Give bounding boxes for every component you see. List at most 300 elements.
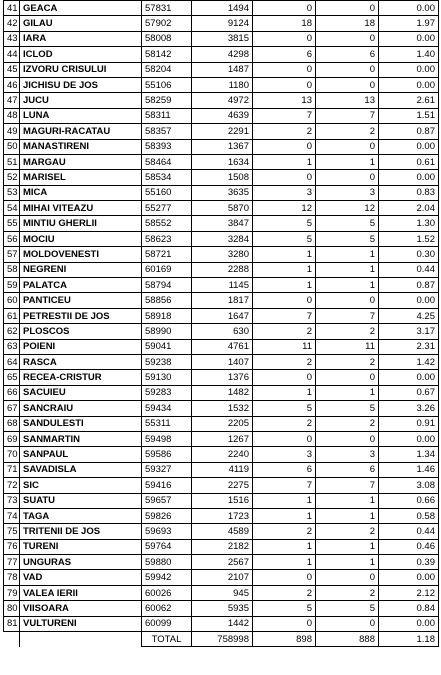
value-b-cell: 2 [316,585,379,600]
row-index-cell: 72 [4,478,20,493]
table-row [4,108,439,123]
ratio-cell: 0.44 [379,524,439,539]
locality-name-cell: MANASTIRENI [20,139,142,154]
locality-code-cell: 59826 [142,508,192,523]
row-index-cell: 75 [4,524,20,539]
locality-code-cell: 60062 [142,601,192,616]
value-b-cell: 0 [316,431,379,446]
table-row [4,278,439,293]
value-b-cell: 2 [316,354,379,369]
locality-name-cell: ICLOD [20,47,142,62]
value-b-cell: 6 [316,47,379,62]
row-index-cell: 44 [4,47,20,62]
locality-name-cell: JUCU [20,93,142,108]
table-row [4,354,439,369]
table-row [4,447,439,462]
locality-code-cell: 58311 [142,108,192,123]
population-cell: 3847 [192,216,253,231]
locality-name-cell: TURENI [20,539,142,554]
value-b-cell: 5 [316,216,379,231]
locality-code-cell: 57902 [142,16,192,31]
population-cell: 5935 [192,601,253,616]
value-b-cell: 0 [316,1,379,16]
table-row [4,324,439,339]
population-cell: 1634 [192,154,253,169]
population-cell: 1482 [192,385,253,400]
ratio-cell: 0.83 [379,185,439,200]
row-index-cell: 49 [4,124,20,139]
value-b-cell: 1 [316,154,379,169]
table-row [4,93,439,108]
locality-name-cell: VAD [20,570,142,585]
table-row [4,339,439,354]
locality-name-cell: PALATCA [20,278,142,293]
row-index-cell: 41 [4,1,20,16]
locality-code-cell: 59764 [142,539,192,554]
ratio-cell: 2.31 [379,339,439,354]
table-row [4,555,439,570]
value-a-cell: 7 [253,108,316,123]
population-cell: 1180 [192,77,253,92]
table-row [4,47,439,62]
locality-name-cell: SANDULESTI [20,416,142,431]
value-a-cell: 2 [253,416,316,431]
table-row [4,493,439,508]
ratio-cell: 0.00 [379,31,439,46]
locality-name-cell: TRITENII DE JOS [20,524,142,539]
population-cell: 3815 [192,31,253,46]
row-index-cell: 56 [4,231,20,246]
row-index-cell: 68 [4,416,20,431]
locality-code-cell: 59327 [142,462,192,477]
population-cell: 1532 [192,401,253,416]
row-index-cell: 79 [4,585,20,600]
value-a-cell: 2 [253,585,316,600]
row-index-cell: 52 [4,170,20,185]
locality-name-cell: SIC [20,478,142,493]
locality-name-cell: RASCA [20,354,142,369]
locality-code-cell: 59283 [142,385,192,400]
population-cell: 1494 [192,1,253,16]
value-b-cell: 0 [316,370,379,385]
ratio-cell: 1.34 [379,447,439,462]
ratio-cell: 0.00 [379,139,439,154]
ratio-cell: 2.04 [379,201,439,216]
row-index-cell: 74 [4,508,20,523]
value-a-cell: 0 [253,616,316,631]
population-cell: 1376 [192,370,253,385]
population-cell: 630 [192,324,253,339]
ratio-cell: 3.26 [379,401,439,416]
row-index-cell: 73 [4,493,20,508]
ratio-cell: 0.87 [379,124,439,139]
row-index-cell: 81 [4,616,20,631]
population-cell: 2291 [192,124,253,139]
locality-name-cell: SANMARTIN [20,431,142,446]
locality-code-cell: 58204 [142,62,192,77]
table-row [4,247,439,262]
locality-name-cell: SAVADISLA [20,462,142,477]
value-a-cell: 3 [253,185,316,200]
population-cell: 1367 [192,139,253,154]
ratio-cell: 0.46 [379,539,439,554]
population-cell: 1145 [192,278,253,293]
table-row [4,262,439,277]
population-cell: 4298 [192,47,253,62]
value-b-cell: 1 [316,385,379,400]
locality-code-cell: 60099 [142,616,192,631]
population-cell: 3284 [192,231,253,246]
value-b-cell: 1 [316,493,379,508]
population-cell: 1817 [192,293,253,308]
ratio-cell: 0.00 [379,616,439,631]
value-a-cell: 12 [253,201,316,216]
ratio-cell: 0.91 [379,416,439,431]
locality-code-cell: 59942 [142,570,192,585]
value-b-cell: 7 [316,478,379,493]
population-cell: 3280 [192,247,253,262]
value-a-cell: 1 [253,247,316,262]
table-row [4,1,439,16]
row-index-cell: 54 [4,201,20,216]
table-row [4,524,439,539]
locality-name-cell: SUATU [20,493,142,508]
value-a-cell: 1 [253,385,316,400]
locality-name-cell: GEACA [20,1,142,16]
row-index-cell: 58 [4,262,20,277]
total-blank-index [4,632,20,647]
locality-code-cell: 58357 [142,124,192,139]
total-ratio: 1.18 [379,632,439,647]
locality-name-cell: MINTIU GHERLII [20,216,142,231]
value-b-cell: 11 [316,339,379,354]
value-b-cell: 7 [316,308,379,323]
ratio-cell: 0.00 [379,77,439,92]
value-b-cell: 5 [316,401,379,416]
value-a-cell: 1 [253,493,316,508]
locality-code-cell: 59130 [142,370,192,385]
locality-name-cell: MAGURI-RACATAU [20,124,142,139]
row-index-cell: 78 [4,570,20,585]
locality-code-cell: 55106 [142,77,192,92]
locality-code-cell: 57831 [142,1,192,16]
row-index-cell: 71 [4,462,20,477]
row-index-cell: 45 [4,62,20,77]
total-value-b: 888 [316,632,379,647]
row-index-cell: 63 [4,339,20,354]
locality-name-cell: SACUIEU [20,385,142,400]
table-row [4,370,439,385]
locality-code-cell: 59238 [142,354,192,369]
ratio-cell: 0.00 [379,1,439,16]
value-b-cell: 5 [316,231,379,246]
ratio-cell: 0.87 [379,278,439,293]
locality-name-cell: SANPAUL [20,447,142,462]
locality-name-cell: VIISOARA [20,601,142,616]
row-index-cell: 80 [4,601,20,616]
locality-name-cell: VALEA IERII [20,585,142,600]
ratio-cell: 1.97 [379,16,439,31]
row-index-cell: 76 [4,539,20,554]
total-row [4,632,439,647]
row-index-cell: 77 [4,555,20,570]
row-index-cell: 55 [4,216,20,231]
locality-name-cell: IARA [20,31,142,46]
table-row [4,478,439,493]
locality-code-cell: 58856 [142,293,192,308]
table-row [4,616,439,631]
table-row [4,139,439,154]
locality-name-cell: VULTURENI [20,616,142,631]
row-index-cell: 46 [4,77,20,92]
value-a-cell: 0 [253,570,316,585]
value-b-cell: 0 [316,170,379,185]
locality-name-cell: PLOSCOS [20,324,142,339]
locality-code-cell: 58552 [142,216,192,231]
value-a-cell: 2 [253,524,316,539]
value-a-cell: 0 [253,1,316,16]
population-cell: 1508 [192,170,253,185]
locality-name-cell: JICHISU DE JOS [20,77,142,92]
ratio-cell: 2.61 [379,93,439,108]
locality-name-cell: MICA [20,185,142,200]
row-index-cell: 47 [4,93,20,108]
row-index-cell: 70 [4,447,20,462]
table-row [4,170,439,185]
value-b-cell: 0 [316,139,379,154]
locality-code-cell: 59434 [142,401,192,416]
value-b-cell: 1 [316,508,379,523]
ratio-cell: 0.66 [379,493,439,508]
ratio-cell: 2.12 [379,585,439,600]
population-cell: 4119 [192,462,253,477]
row-index-cell: 66 [4,385,20,400]
value-b-cell: 1 [316,278,379,293]
ratio-cell: 0.84 [379,601,439,616]
value-a-cell: 0 [253,370,316,385]
ratio-cell: 0.44 [379,262,439,277]
locality-code-cell: 58721 [142,247,192,262]
value-b-cell: 0 [316,570,379,585]
locality-name-cell: PANTICEU [20,293,142,308]
value-a-cell: 7 [253,478,316,493]
value-a-cell: 5 [253,231,316,246]
locality-name-cell: MARGAU [20,154,142,169]
population-cell: 3635 [192,185,253,200]
table-row [4,401,439,416]
value-b-cell: 2 [316,416,379,431]
total-blank-name [20,632,142,647]
population-cell: 2205 [192,416,253,431]
locality-code-cell: 60169 [142,262,192,277]
ratio-cell: 0.39 [379,555,439,570]
table-row [4,462,439,477]
value-a-cell: 5 [253,601,316,616]
value-a-cell: 0 [253,77,316,92]
ratio-cell: 0.30 [379,247,439,262]
locality-name-cell: LUNA [20,108,142,123]
locality-name-cell: MOLDOVENESTI [20,247,142,262]
ratio-cell: 1.30 [379,216,439,231]
table-row [4,201,439,216]
value-a-cell: 3 [253,447,316,462]
value-a-cell: 0 [253,170,316,185]
population-cell: 9124 [192,16,253,31]
row-index-cell: 50 [4,139,20,154]
table-row [4,16,439,31]
value-a-cell: 5 [253,401,316,416]
ratio-cell: 1.52 [379,231,439,246]
value-a-cell: 2 [253,354,316,369]
table-row [4,416,439,431]
value-b-cell: 3 [316,447,379,462]
locality-name-cell: MIHAI VITEAZU [20,201,142,216]
row-index-cell: 53 [4,185,20,200]
value-a-cell: 1 [253,508,316,523]
locality-code-cell: 58990 [142,324,192,339]
locality-code-cell: 58534 [142,170,192,185]
table-row [4,216,439,231]
row-index-cell: 61 [4,308,20,323]
population-cell: 1487 [192,62,253,77]
table-row [4,77,439,92]
locality-name-cell: NEGRENI [20,262,142,277]
row-index-cell: 51 [4,154,20,169]
row-index-cell: 67 [4,401,20,416]
population-cell: 1516 [192,493,253,508]
locality-name-cell: MOCIU [20,231,142,246]
population-cell: 4639 [192,108,253,123]
table-row [4,539,439,554]
value-a-cell: 2 [253,324,316,339]
value-a-cell: 1 [253,555,316,570]
value-a-cell: 0 [253,31,316,46]
ratio-cell: 1.40 [379,47,439,62]
locality-name-cell: PETRESTII DE JOS [20,308,142,323]
locality-code-cell: 55160 [142,185,192,200]
value-a-cell: 2 [253,124,316,139]
ratio-cell: 1.51 [379,108,439,123]
ratio-cell: 4.25 [379,308,439,323]
row-index-cell: 57 [4,247,20,262]
value-b-cell: 18 [316,16,379,31]
row-index-cell: 64 [4,354,20,369]
locality-code-cell: 59880 [142,555,192,570]
row-index-cell: 60 [4,293,20,308]
locality-name-cell: UNGURAS [20,555,142,570]
value-a-cell: 18 [253,16,316,31]
total-value-a: 898 [253,632,316,647]
locality-name-cell: RECEA-CRISTUR [20,370,142,385]
locality-name-cell: POIENI [20,339,142,354]
locality-code-cell: 59693 [142,524,192,539]
population-cell: 2288 [192,262,253,277]
value-a-cell: 11 [253,339,316,354]
table-row [4,124,439,139]
value-b-cell: 1 [316,539,379,554]
locality-code-cell: 58008 [142,31,192,46]
value-a-cell: 1 [253,539,316,554]
value-b-cell: 3 [316,185,379,200]
row-index-cell: 43 [4,31,20,46]
value-b-cell: 0 [316,293,379,308]
value-a-cell: 0 [253,431,316,446]
row-index-cell: 48 [4,108,20,123]
locality-name-cell: IZVORU CRISULUI [20,62,142,77]
value-a-cell: 0 [253,293,316,308]
ratio-cell: 0.67 [379,385,439,400]
table-row [4,154,439,169]
value-b-cell: 12 [316,201,379,216]
table-row [4,385,439,400]
ratio-cell: 1.46 [379,462,439,477]
locality-name-cell: MARISEL [20,170,142,185]
locality-code-cell: 55277 [142,201,192,216]
row-index-cell: 59 [4,278,20,293]
locality-code-cell: 58259 [142,93,192,108]
value-a-cell: 13 [253,93,316,108]
locality-code-cell: 58623 [142,231,192,246]
population-cell: 1647 [192,308,253,323]
population-cell: 1723 [192,508,253,523]
population-cell: 1442 [192,616,253,631]
value-b-cell: 1 [316,555,379,570]
ratio-cell: 3.08 [379,478,439,493]
data-table [3,0,439,647]
locality-name-cell: TAGA [20,508,142,523]
locality-code-cell: 58393 [142,139,192,154]
value-a-cell: 0 [253,139,316,154]
locality-code-cell: 59416 [142,478,192,493]
value-b-cell: 1 [316,247,379,262]
row-index-cell: 65 [4,370,20,385]
population-cell: 4972 [192,93,253,108]
population-cell: 4761 [192,339,253,354]
table-row [4,570,439,585]
population-cell: 2567 [192,555,253,570]
table-row [4,585,439,600]
value-b-cell: 2 [316,324,379,339]
table-row [4,62,439,77]
locality-name-cell: GILAU [20,16,142,31]
total-population: 758998 [192,632,253,647]
population-cell: 2107 [192,570,253,585]
value-b-cell: 0 [316,62,379,77]
value-b-cell: 0 [316,31,379,46]
value-a-cell: 5 [253,216,316,231]
table-row [4,601,439,616]
value-b-cell: 7 [316,108,379,123]
row-index-cell: 69 [4,431,20,446]
table-row [4,508,439,523]
population-cell: 1407 [192,354,253,369]
table-row [4,231,439,246]
row-index-cell: 62 [4,324,20,339]
ratio-cell: 0.00 [379,431,439,446]
value-a-cell: 7 [253,308,316,323]
ratio-cell: 0.00 [379,370,439,385]
locality-code-cell: 58464 [142,154,192,169]
value-a-cell: 1 [253,278,316,293]
value-b-cell: 2 [316,124,379,139]
table-row [4,31,439,46]
population-cell: 2182 [192,539,253,554]
value-a-cell: 0 [253,62,316,77]
population-cell: 2275 [192,478,253,493]
ratio-cell: 0.00 [379,62,439,77]
ratio-cell: 0.00 [379,570,439,585]
locality-code-cell: 59041 [142,339,192,354]
